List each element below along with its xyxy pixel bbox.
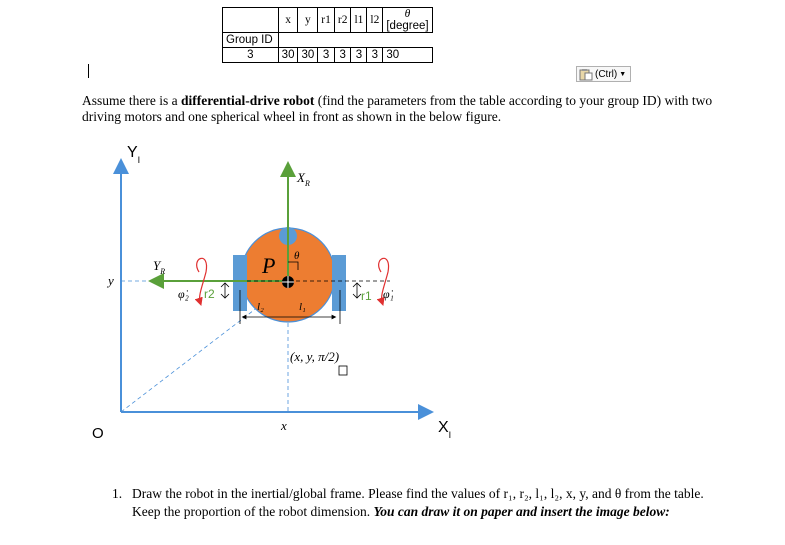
table-cell: 3 xyxy=(318,48,335,63)
group-id-value: 3 xyxy=(223,48,279,63)
r1-label: r1 xyxy=(361,289,372,303)
y-axis-label: $Y_I$ xyxy=(127,144,141,165)
table-cell: 3 xyxy=(334,48,351,63)
table-header: l1 xyxy=(351,8,367,33)
table-cell: 30 xyxy=(278,48,298,63)
table-header: x xyxy=(278,8,298,33)
theta-symbol: θ xyxy=(404,8,411,20)
table-header: r1 xyxy=(318,8,335,33)
intro-text: Assume there is a xyxy=(82,93,181,108)
r2-label: r2 xyxy=(204,287,215,301)
chevron-down-icon: ▼ xyxy=(619,70,627,78)
x-coordinate-label: x xyxy=(281,418,287,433)
question-text: Draw the robot in the inertial/global frame. Please find the values of r₁, r₂, l₁, l₂, x, y, and θ from the table. Keep the proportion of the robot dimension. xyxy=(132,486,704,519)
group-id-label: Group ID xyxy=(223,33,279,48)
question-number: 1. xyxy=(112,486,123,501)
yr-label: $Y_R$ xyxy=(153,258,166,276)
table-cell: 3 xyxy=(367,48,383,63)
x-axis-label: $X_I$ xyxy=(438,419,452,440)
paste-options-label: (Ctrl) xyxy=(595,68,618,80)
origin-label: O xyxy=(92,425,104,442)
placeholder-box xyxy=(339,366,347,375)
l1-label: l₁ xyxy=(299,301,306,313)
theta-label: θ xyxy=(294,250,300,262)
phi1-label: φ̇₁ xyxy=(383,287,394,301)
table-header: r2 xyxy=(334,8,351,33)
intro-text-rest: (find the parameters from the table according to your group ID) with two driving motors and one spherical wheel in front as shown in the below figure. xyxy=(82,93,713,124)
question-emphasis: You can draw it on paper and insert the image below: xyxy=(373,504,670,519)
pose-label: (x, y, π/2) xyxy=(290,349,340,364)
table-cell: 3 xyxy=(351,48,367,63)
y-coordinate-label: y xyxy=(108,273,114,288)
table-header: l2 xyxy=(367,8,383,33)
l2-label: l₂ xyxy=(257,301,264,313)
table-cell: 30 xyxy=(298,48,318,63)
p-label: P xyxy=(262,253,276,278)
question-text-block xyxy=(132,485,712,521)
theta-unit: [degree] xyxy=(386,20,429,32)
intro-bold: differential-drive robot xyxy=(180,93,315,108)
xr-label: $X_R$ xyxy=(297,170,310,188)
phi2-label: φ̇₂ xyxy=(178,287,189,301)
table-header: y xyxy=(298,8,318,33)
right-wheel xyxy=(332,255,346,311)
table-cell: 30 xyxy=(383,48,432,63)
